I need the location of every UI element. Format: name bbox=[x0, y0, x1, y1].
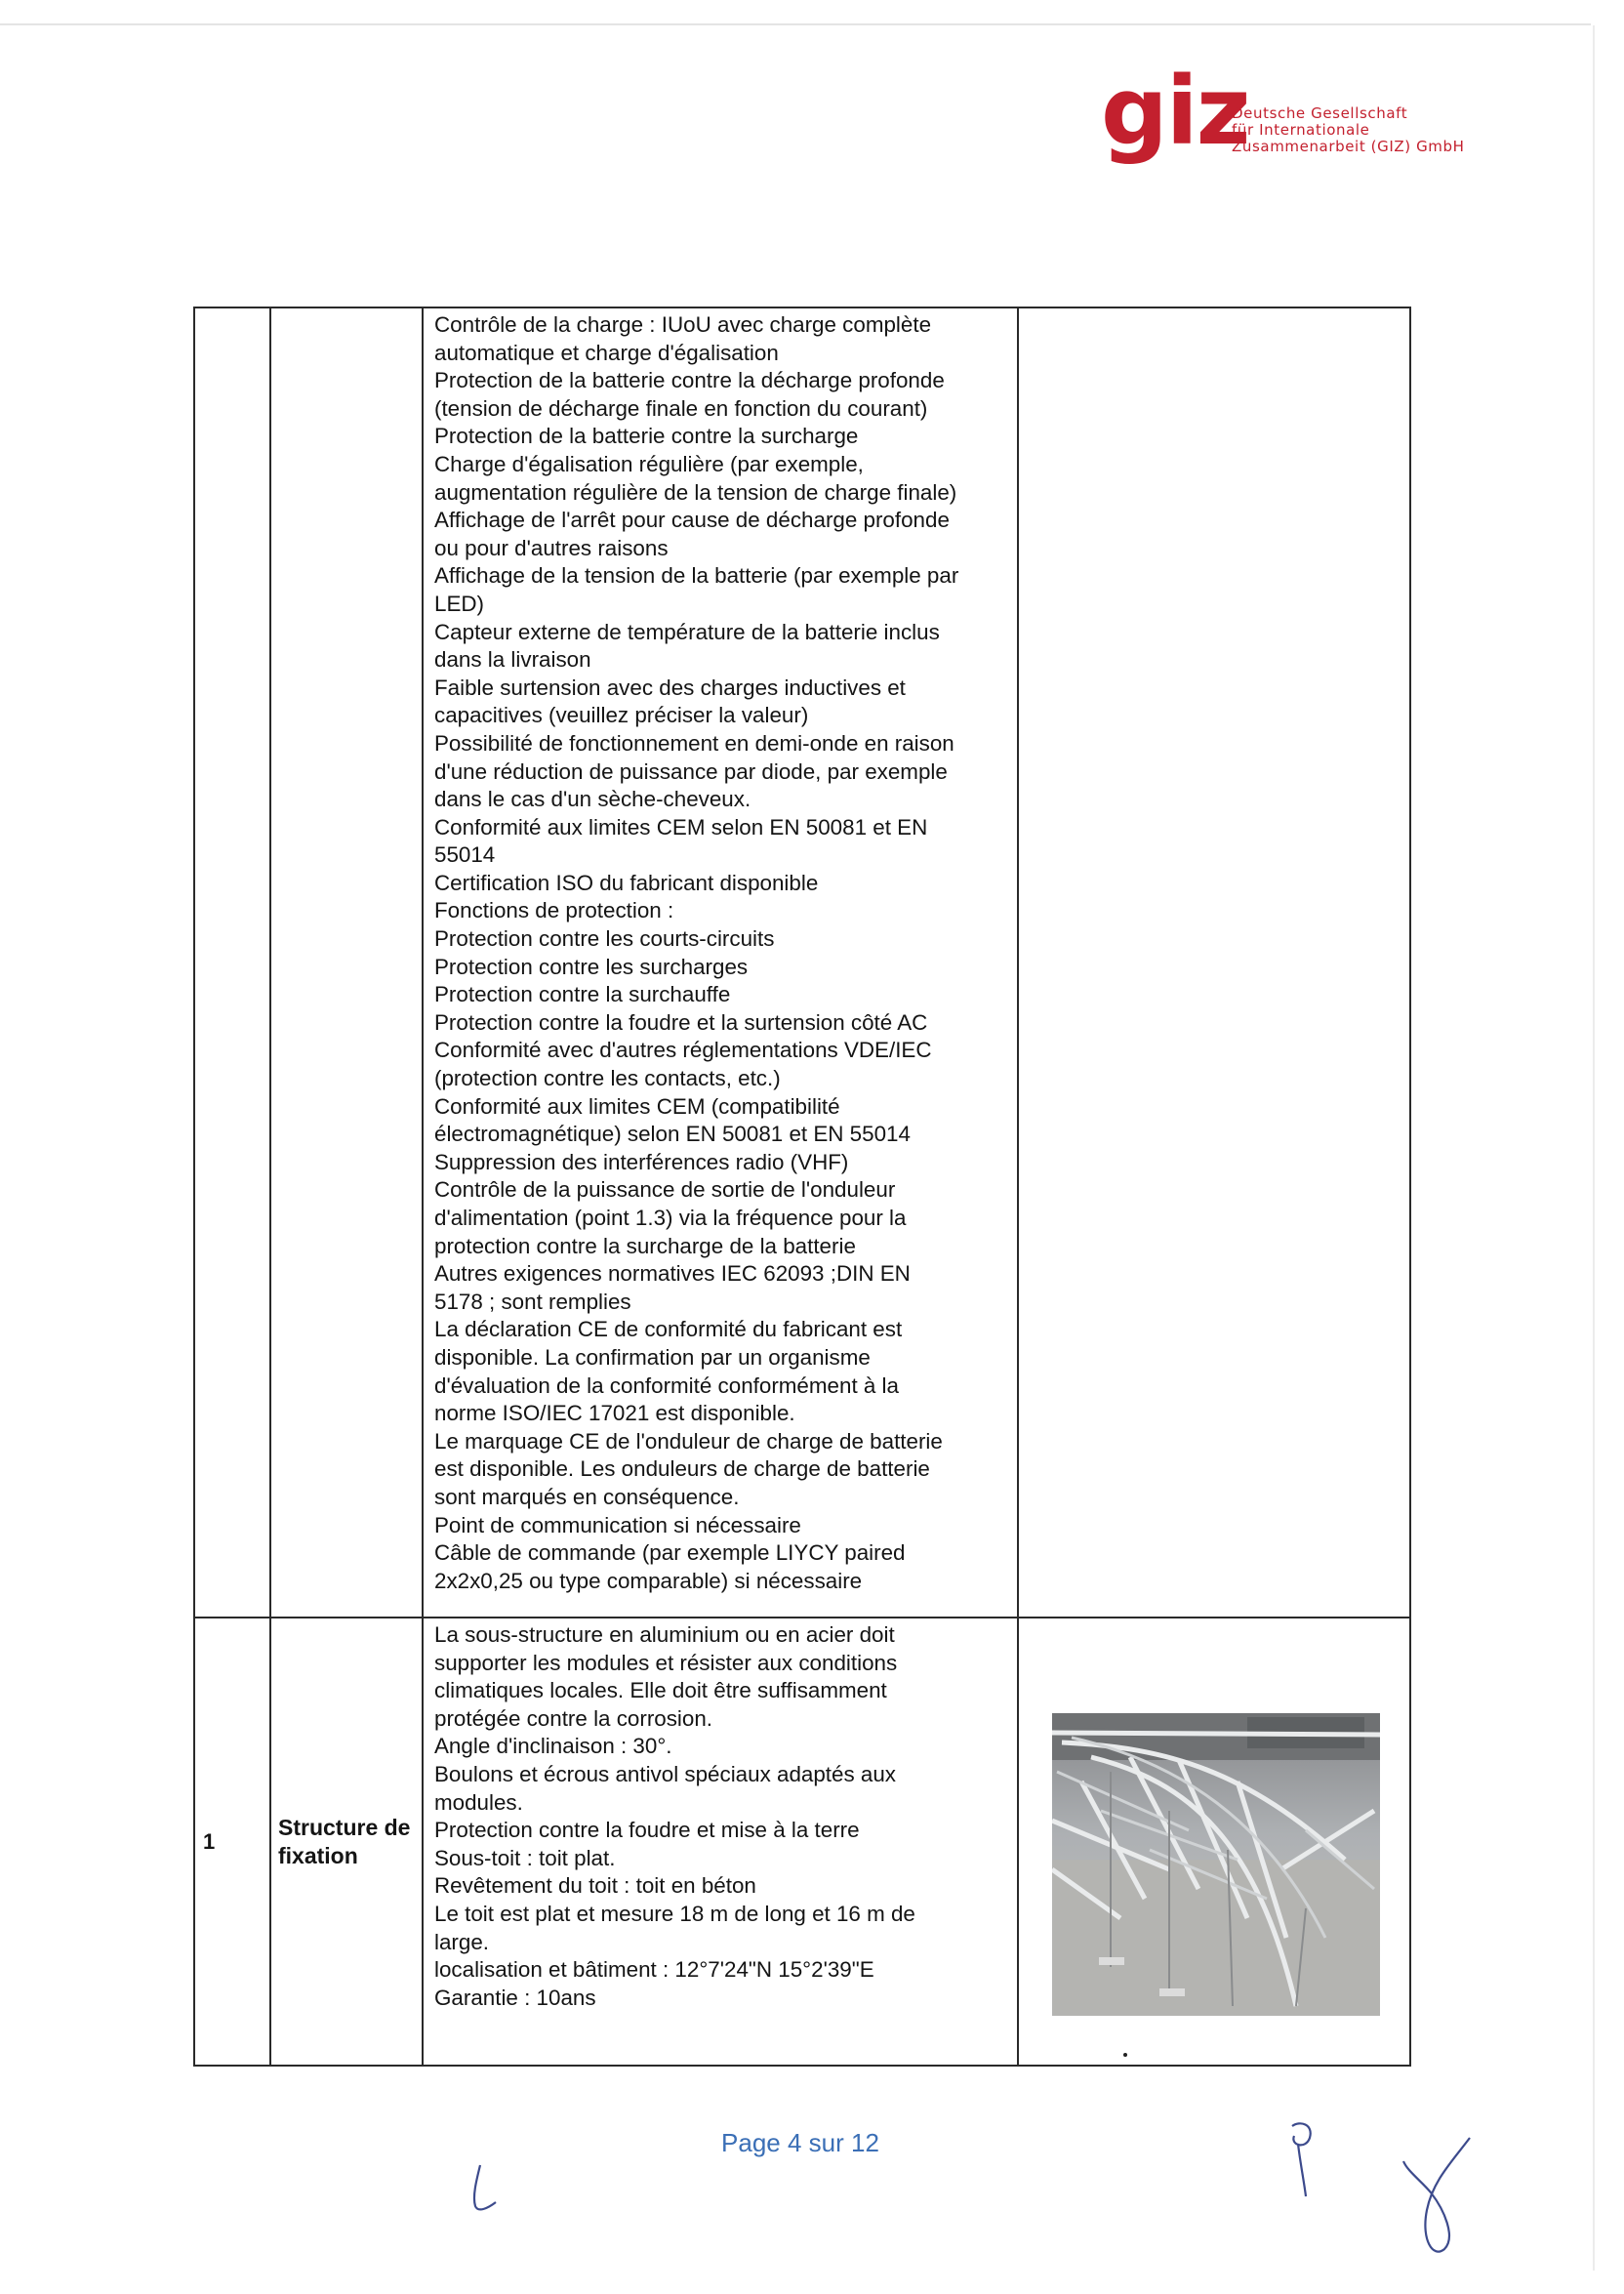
description-line: Le marquage CE de l'onduleur de charge de batterie bbox=[434, 1428, 943, 1454]
description-line: (protection contre les contacts, etc.) bbox=[434, 1066, 781, 1091]
page-number: Page 4 sur 12 bbox=[721, 2128, 879, 2157]
description-cell bbox=[423, 307, 1018, 1618]
description-line: Contrôle de la puissance de sortie de l'onduleur bbox=[434, 1177, 896, 1203]
description-line: Conformité aux limites CEM (compatibilité bbox=[434, 1093, 840, 1119]
description-line: Possibilité de fonctionnement en demi-onde en raison bbox=[434, 730, 954, 756]
description-line: Protection contre la foudre et mise à la terre bbox=[434, 1818, 860, 1843]
mounting-structure-photo bbox=[1052, 1713, 1380, 2016]
description-line: LED) bbox=[434, 591, 485, 616]
description-line: Sous-toit : toit plat. bbox=[434, 1845, 616, 1870]
image-cell bbox=[1018, 307, 1410, 1618]
description-line: Point de communication si nécessaire bbox=[434, 1512, 801, 1537]
description-line: d'évaluation de la conformité conformément à la bbox=[434, 1372, 899, 1398]
description-line: protégée contre la corrosion. bbox=[434, 1705, 713, 1731]
initial-signature-right bbox=[1394, 2132, 1482, 2269]
description-line: Câble de commande (par exemple LIYCY paired bbox=[434, 1540, 906, 1566]
description-line: Garantie : 10ans bbox=[434, 1985, 596, 2010]
logo-line: für Internationale bbox=[1232, 121, 1370, 139]
description-line: protection contre la surcharge de la batterie bbox=[434, 1233, 856, 1258]
description-cell bbox=[423, 1618, 1018, 2066]
description-line: Protection contre la surchauffe bbox=[434, 982, 731, 1007]
title-cell bbox=[270, 307, 423, 1618]
description-line: Le toit est plat et mesure 18 m de long et 16 m de bbox=[434, 1901, 915, 1926]
description-line: Conformité aux limites CEM selon EN 50081 et EN bbox=[434, 814, 928, 840]
description-line: sont marqués en conséquence. bbox=[434, 1484, 740, 1509]
table-row-continued bbox=[194, 307, 1410, 1618]
description-line: capacitives (veuillez préciser la valeur) bbox=[434, 703, 809, 728]
description-line: Revêtement du toit : toit en béton bbox=[434, 1873, 756, 1899]
description-line: Faible surtension avec des charges inductives et bbox=[434, 675, 906, 700]
description-line: (tension de décharge finale en fonction du courant) bbox=[434, 395, 928, 421]
description-line: Fonctions de protection : bbox=[434, 898, 674, 923]
description-line: Contrôle de la charge : IUoU avec charge complète bbox=[434, 312, 932, 337]
description-line: Boulons et écrous antivol spéciaux adaptés aux bbox=[434, 1761, 896, 1786]
description-line: La sous-structure en aluminium ou en acier doit bbox=[434, 1622, 895, 1647]
number-cell bbox=[194, 307, 270, 1618]
description-line: Protection contre les surcharges bbox=[434, 954, 749, 979]
description-line: Protection contre les courts-circuits bbox=[434, 926, 775, 952]
scan-right-edge bbox=[1593, 25, 1595, 2271]
logo-line: Zusammenarbeit (GIZ) GmbH bbox=[1232, 138, 1465, 155]
description-line: automatique et charge d'égalisation bbox=[434, 340, 779, 365]
description-line: ou pour d'autres raisons bbox=[434, 535, 669, 560]
description-line: Charge d'égalisation régulière (par exemple, bbox=[434, 451, 864, 476]
table-row-structure bbox=[194, 1618, 1410, 2066]
description-line: Conformité avec d'autres réglementations VDE/IEC bbox=[434, 1038, 932, 1063]
description-line: La déclaration CE de conformité du fabricant est bbox=[434, 1317, 903, 1342]
description-line: 2x2x0,25 ou type comparable) si nécessaire bbox=[434, 1568, 863, 1593]
specification-table bbox=[193, 307, 1411, 2067]
initial-signature-left bbox=[467, 2159, 506, 2218]
description-line: localisation et bâtiment : 12°7'24"N 15°2'39"E bbox=[434, 1957, 874, 1983]
description-line: large. bbox=[434, 1929, 490, 1954]
row-number: 1 bbox=[194, 1618, 270, 2066]
stray-dot bbox=[1123, 2053, 1127, 2057]
description-line: Protection de la batterie contre la décharge profonde bbox=[434, 368, 945, 393]
description-text bbox=[424, 308, 1017, 1601]
description-line: augmentation régulière de la tension de charge finale) bbox=[434, 479, 957, 505]
description-line: Autres exigences normatives IEC 62093 ;DIN EN bbox=[434, 1261, 911, 1287]
description-line: 5178 ; sont remplies bbox=[434, 1289, 631, 1314]
logo-line: Deutsche Gesellschaft bbox=[1232, 104, 1408, 122]
description-line: dans le cas d'un sèche-cheveux. bbox=[434, 787, 751, 812]
description-line: d'alimentation (point 1.3) via la fréquence pour la bbox=[434, 1206, 907, 1230]
description-line: climatiques locales. Elle doit être suffisamment bbox=[434, 1678, 887, 1703]
description-line: d'une réduction de puissance par diode, par exemple bbox=[434, 758, 948, 784]
description-line: Affichage de l'arrêt pour cause de décharge profonde bbox=[434, 508, 950, 533]
scan-top-edge bbox=[0, 23, 1591, 25]
description-text bbox=[424, 1618, 1017, 2018]
description-line: Suppression des interférences radio (VHF) bbox=[434, 1149, 849, 1174]
description-line: Protection contre la foudre et la surtension côté AC bbox=[434, 1009, 928, 1035]
description-line: est disponible. Les onduleurs de charge de batterie bbox=[434, 1456, 930, 1482]
initial-signature-middle bbox=[1280, 2116, 1339, 2204]
description-line: norme ISO/IEC 17021 est disponible. bbox=[434, 1401, 795, 1426]
description-line: dans la livraison bbox=[434, 647, 591, 673]
description-line: supporter les modules et résister aux conditions bbox=[434, 1650, 898, 1675]
description-line: Affichage de la tension de la batterie (par exemple par bbox=[434, 563, 959, 589]
description-line: Angle d'inclinaison : 30°. bbox=[434, 1734, 672, 1759]
logo-organization-name bbox=[1232, 105, 1583, 155]
description-line: Protection de la batterie contre la surcharge bbox=[434, 424, 859, 449]
row-title: Structure de fixation bbox=[270, 1618, 423, 2066]
description-line: 55014 bbox=[434, 842, 496, 868]
description-line: Certification ISO du fabricant disponible bbox=[434, 870, 819, 895]
description-line: électromagnétique) selon EN 50081 et EN 55014 bbox=[434, 1122, 911, 1147]
logo-mark: giz bbox=[1101, 57, 1249, 166]
description-line: Capteur externe de température de la batterie inclus bbox=[434, 619, 940, 644]
description-line: disponible. La confirmation par un organisme bbox=[434, 1344, 871, 1370]
description-line: modules. bbox=[434, 1789, 523, 1815]
image-cell bbox=[1018, 1618, 1410, 2066]
